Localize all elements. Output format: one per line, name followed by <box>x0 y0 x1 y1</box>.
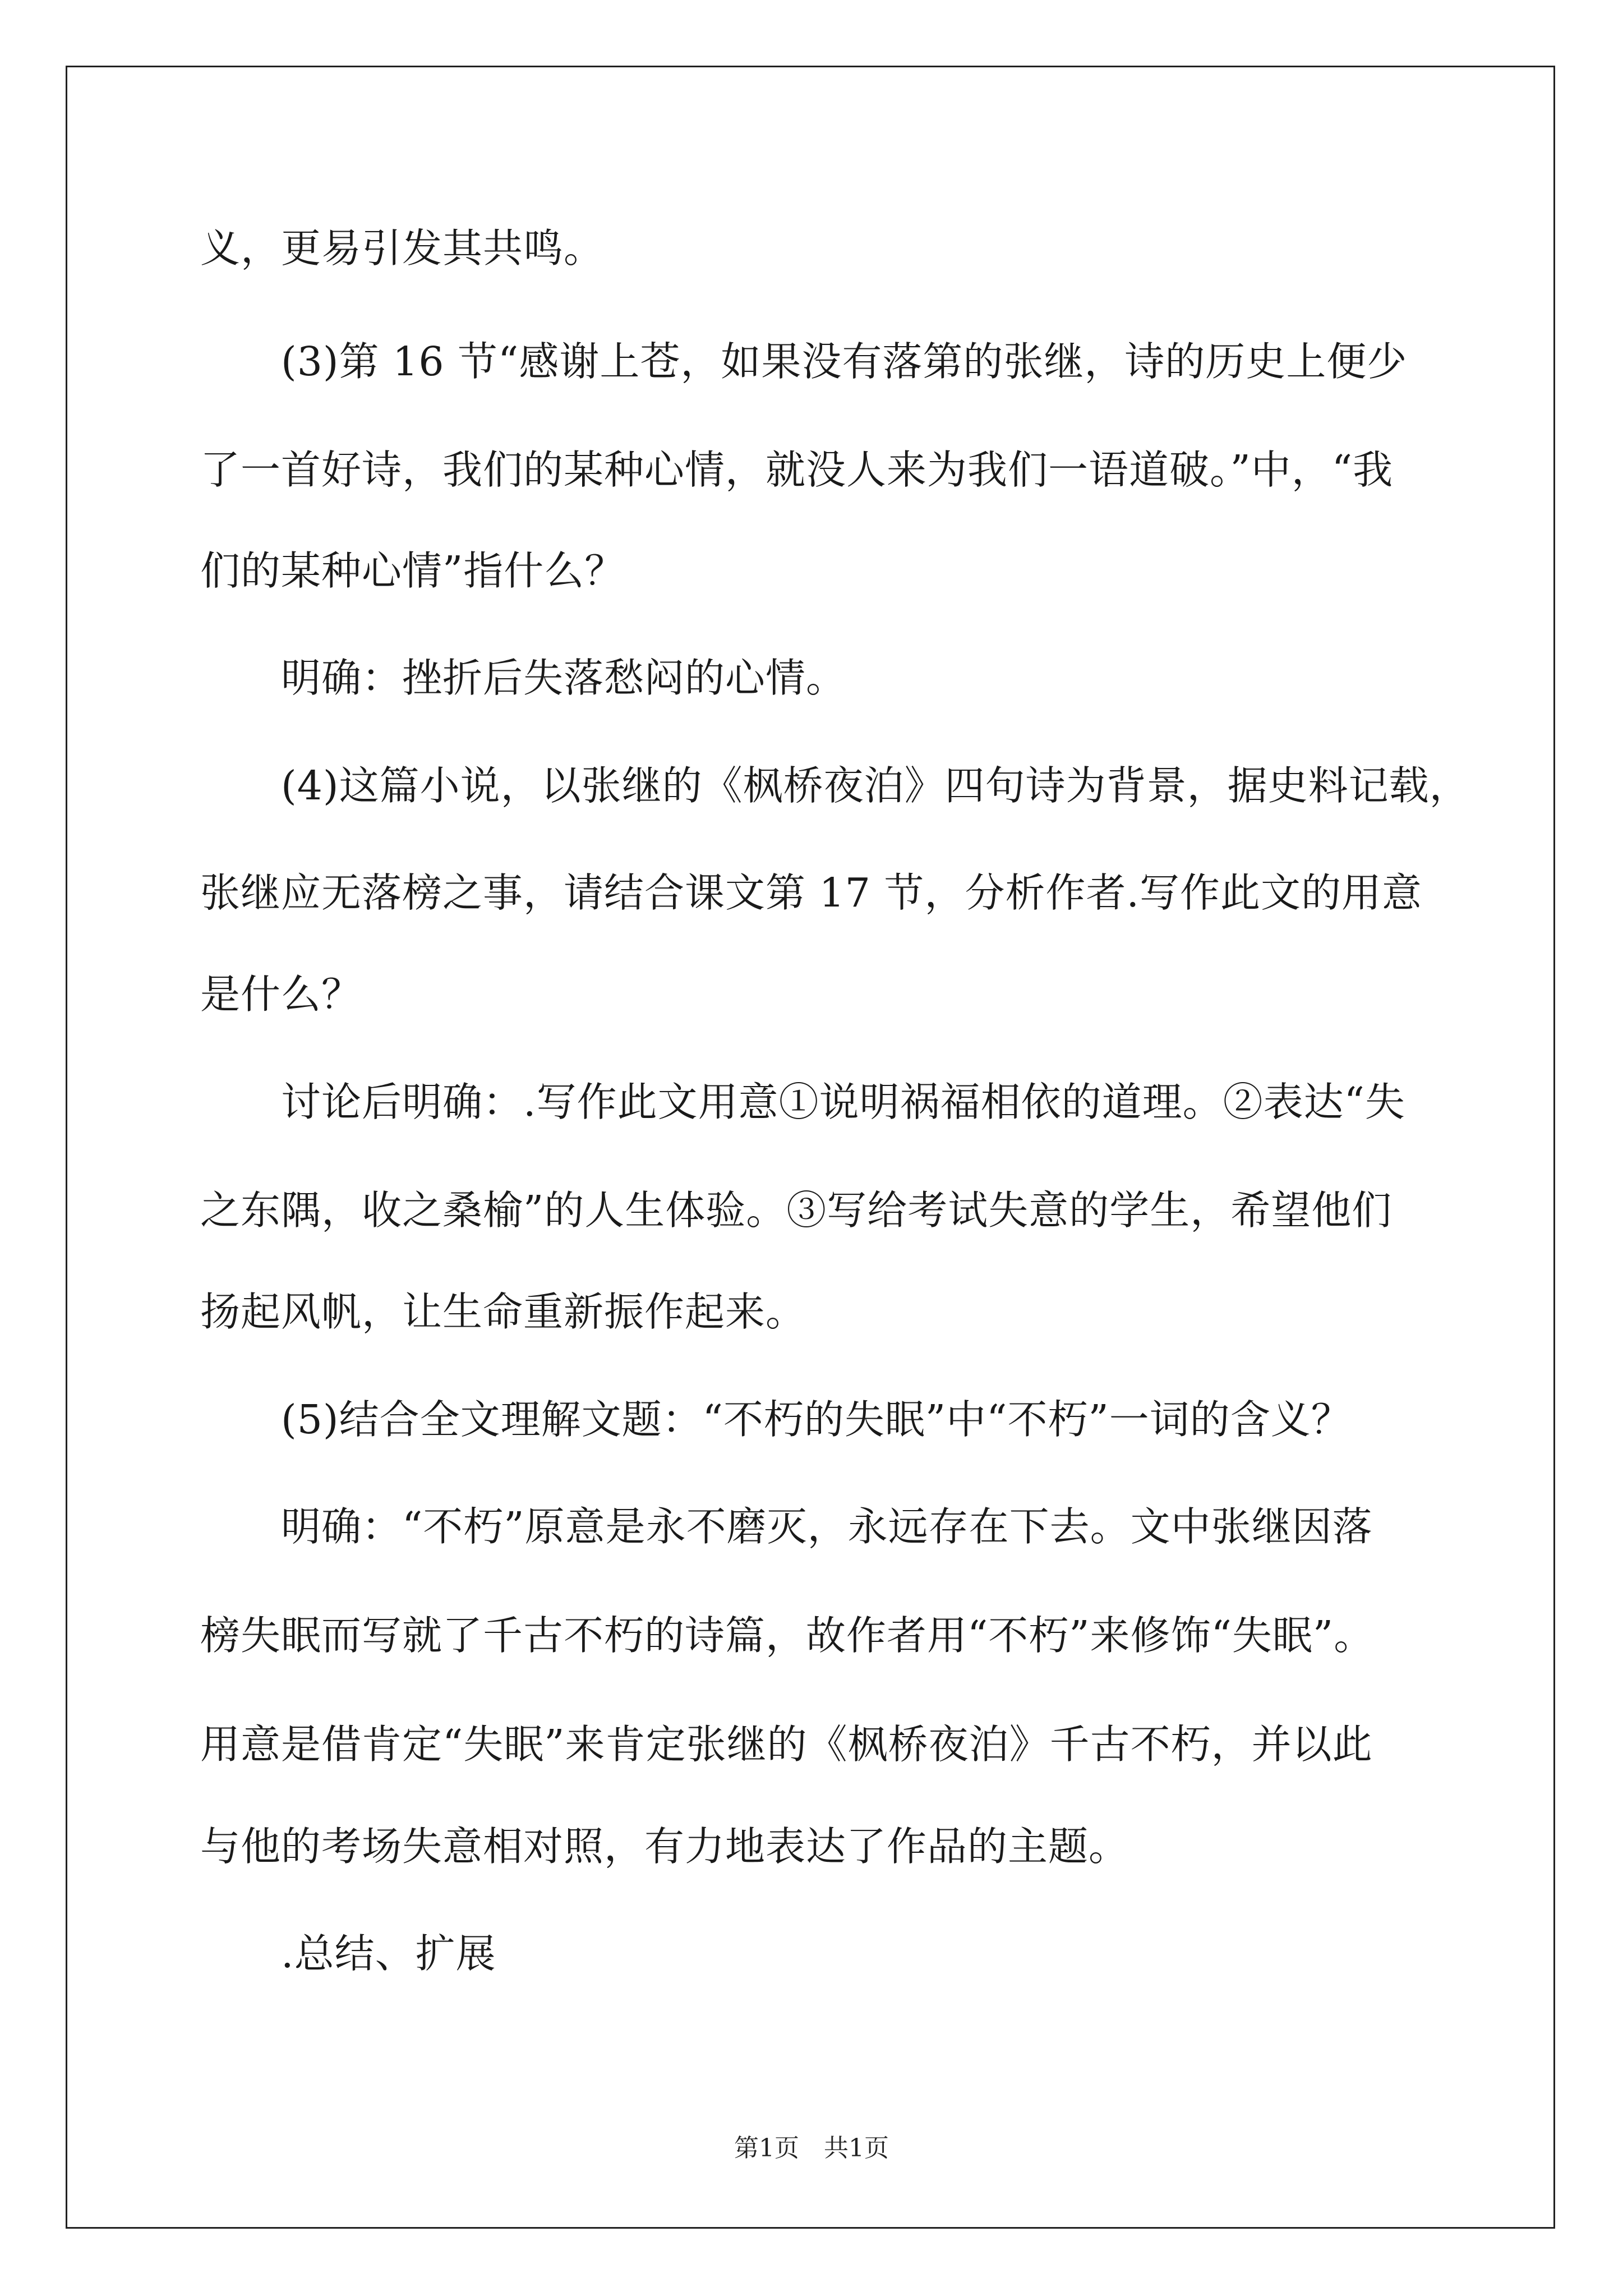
text-line: 与他的考场失意相对照，有力地表达了作品的主题。 <box>200 1823 1129 1870</box>
text-line: .总结、扩展 <box>281 1930 496 1977</box>
text-line: 明确：“不朽”原意是永不磨灭，永远存在下去。文中张继因落 <box>281 1503 1373 1550</box>
text-line: 榜失眠而写就了千古不朽的诗篇，故作者用“不朽”来修饰“失眠”。 <box>200 1612 1375 1659</box>
page-number-footer: 第1页 共1页 <box>734 2134 889 2162</box>
text-line: 之东隅，收之桑榆”的人生体验。③写给考试失意的学生，希望他们 <box>200 1187 1393 1234</box>
text-line: 们的某种心情”指什么？ <box>200 547 625 594</box>
text-line: 讨论后明确：.写作此文用意①说明祸福相依的道理。②表达“失 <box>281 1079 1405 1125</box>
text-line: 扬起风帆，让生命重新振作起来。 <box>200 1289 806 1335</box>
text-line: 明确：挫折后失落愁闷的心情。 <box>281 655 847 701</box>
text-line: 张继应无落榜之事，请结合课文第 17 节，分析作者.写作此文的用意 <box>200 869 1423 916</box>
page-border <box>66 66 1555 2229</box>
text-line: 是什么？ <box>200 971 362 1018</box>
text-line: (4)这篇小说，以张继的《枫桥夜泊》四句诗为背景，据史料记载， <box>281 762 1470 809</box>
text-line: 了一首好诗，我们的某种心情，就没人来为我们一语道破。”中，“我 <box>200 447 1394 493</box>
text-line: (5)结合全文理解文题：“不朽的失眠”中“不朽”一词的含义？ <box>281 1396 1352 1443</box>
text-line: (3)第 16 节“感谢上苍，如果没有落第的张继，诗的历史上便少 <box>281 338 1408 385</box>
text-line: 用意是借肯定“失眠”来肯定张继的《枫桥夜泊》千古不朽，并以此 <box>200 1721 1373 1768</box>
text-line: 义，更易引发其共鸣。 <box>200 225 605 272</box>
